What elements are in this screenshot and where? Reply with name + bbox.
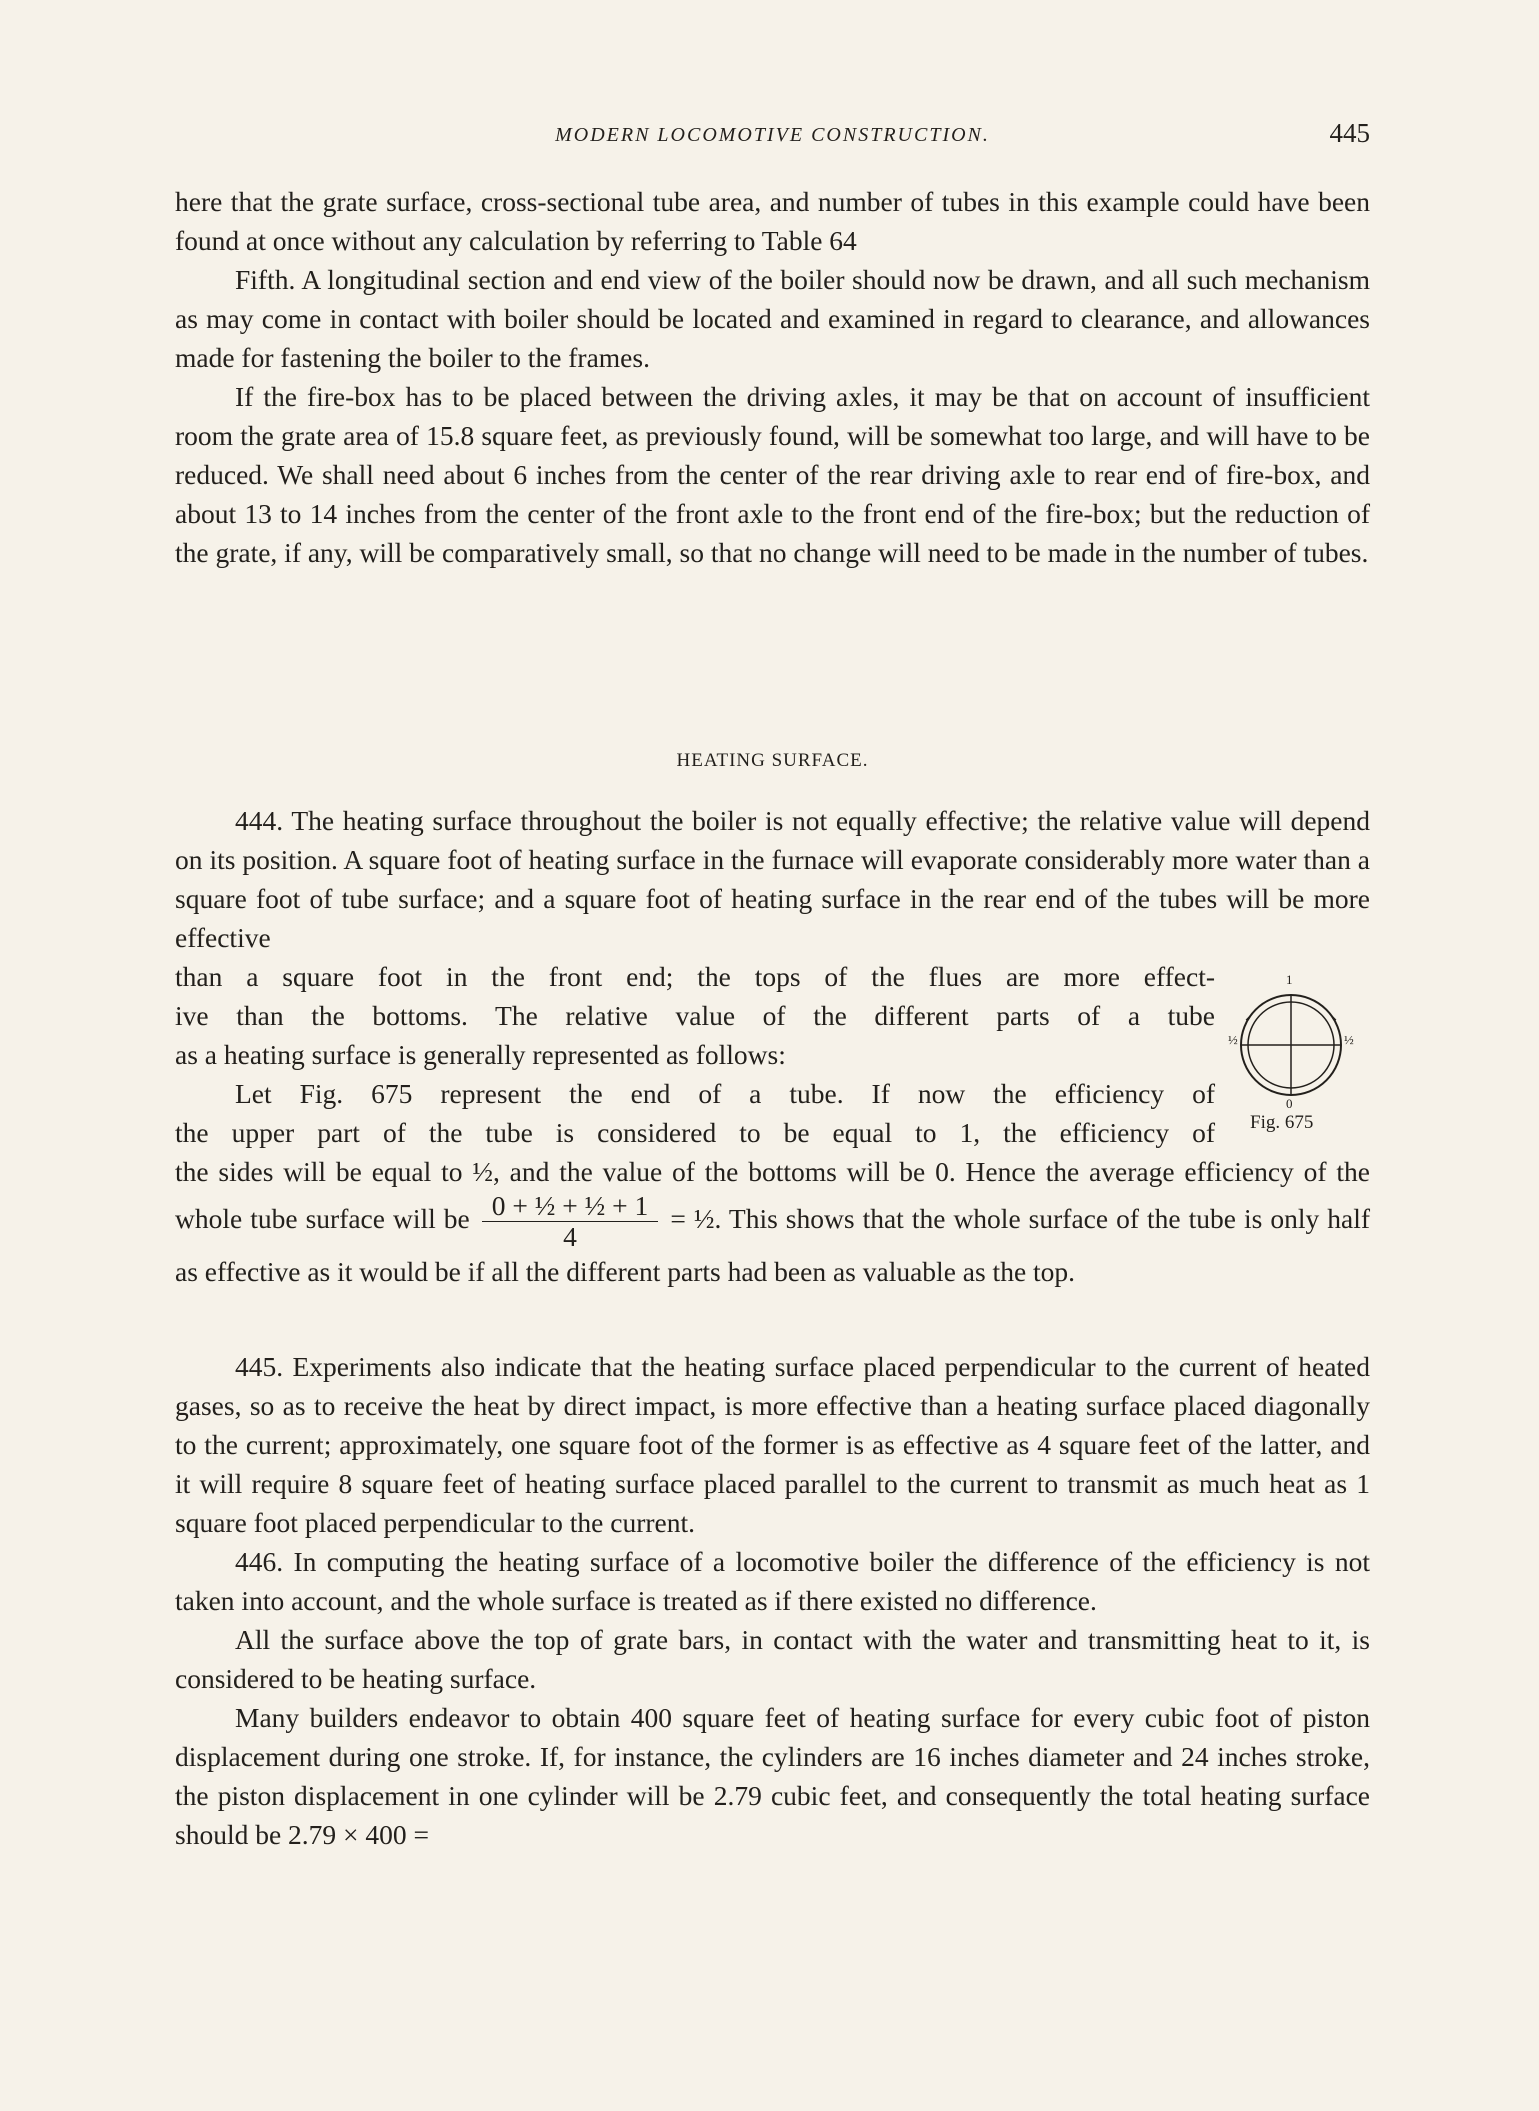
paragraph-444-text: 444. The heating surface throughout the boiler is not equally effective; the relative value will depend on its position. A square foot of heating surface in the furnace will evaporate considerably more water than a square foot of tube surface; and a square foot of heating surface in the rear end of the tubes will be more effective [175,805,1370,953]
paragraph: here that the grate surface, cross-sectional tube area, and number of tubes in this example could have been found at once without any calculation by referring to Table 64 [175,186,1370,256]
paragraph-444-wrapped-line: ive than the bottoms. The relative value of the different parts of a tube [175,1000,1215,1031]
text-block-444 [175,801,1370,1291]
figure-label-top: 1 [1286,972,1293,987]
running-title: MODERN LOCOMOTIVE CONSTRUCTION. [555,124,990,146]
figure-label-right: ½ [1344,1032,1354,1047]
paragraph-fig-text-after: = ½. This shows that the whole surface of the tube is only half as effective as it would be if all the different parts had been as valuable as the top. [175,1202,1371,1287]
paragraph-fig-wrapped-line: Let Fig. 675 represent the end of a tube. If now the efficiency of [235,1078,1215,1109]
figure-675 [1228,970,1373,1140]
paragraph: All the surface above the top of grate bars, in contact with the water and transmitting heat to it, is considered to be heating surface. [175,1624,1370,1694]
page-header [175,116,1370,156]
paragraph: 446. In computing the heating surface of a locomotive boiler the difference of the efficiency is not taken into account, and the whole surface is treated as if there existed no difference. [175,1546,1370,1616]
average-efficiency-fraction [482,1191,659,1252]
paragraph-444-wrapped-line: as a heating surface is generally represented as follows: [175,1039,786,1070]
paragraph-fig-wrapped-line: the upper part of the tube is considered to be equal to 1, the efficiency of [175,1117,1215,1148]
text-block-top [175,182,1370,572]
page-number: 445 [1329,118,1370,148]
paragraph: Many builders endeavor to obtain 400 square feet of heating surface for every cubic foot of piston displacement during one stroke. If, for instance, the cylinders are 16 inches diameter and 24 inches stroke, the piston displacement in one cylinder will be 2.79 cubic feet, and consequently the total heating surface should be 2.79 × 400 = [175,1702,1370,1850]
figure-label-left: ½ [1228,1032,1238,1047]
figure-label-bottom: 0 [1286,1096,1293,1111]
paragraph-444 [175,801,1370,957]
paragraph: Fifth. A longitudinal section and end view of the boiler should now be drawn, and all such mechanism as may come in contact with boiler should be located and examined in regard to clearance, and allowances made for fastening the boiler to the frames. [175,264,1370,373]
paragraph-fig-text: the sides will be equal to ½, and the value of the bottoms will be 0. Hence the average efficiency of the whole tube surface will be [175,1156,1370,1234]
figure-caption: Fig. 675 [1250,1112,1314,1133]
fraction-denominator: 4 [482,1221,659,1252]
text-block-bottom [175,1347,1370,1854]
paragraph-equation [175,1152,1370,1291]
paragraph-444-wrapped-line: than a square foot in the front end; the tops of the flues are more effect- [175,961,1215,992]
paragraph: 445. Experiments also indicate that the heating surface placed perpendicular to the current of heated gases, so as to receive the heat by direct impact, is more effective than a heating surface placed diagonally to the current; approximately, one square foot of the former is as effective as 4 square feet of the latter, and it will require 8 square feet of heating surface placed parallel to the current to transmit as much heat as 1 square foot placed perpendicular to the current. [175,1351,1370,1538]
section-heading: HEATING SURFACE. [676,750,869,771]
fraction-numerator: 0 + ½ + ½ + 1 [491,1190,649,1221]
paragraph: If the fire-box has to be placed between the driving axles, it may be that on account of insufficient room the grate area of 15.8 square feet, as previously found, will be somewhat too large, and will have to be reduced. We shall need about 6 inches from the center of the rear driving axle to rear end of fire-box, and about 13 to 14 inches from the center of the front axle to the front end of the fire-box; but the reduction of the grate, if any, will be comparatively small, so that no change will need to be made in the number of tubes. [175,381,1370,568]
